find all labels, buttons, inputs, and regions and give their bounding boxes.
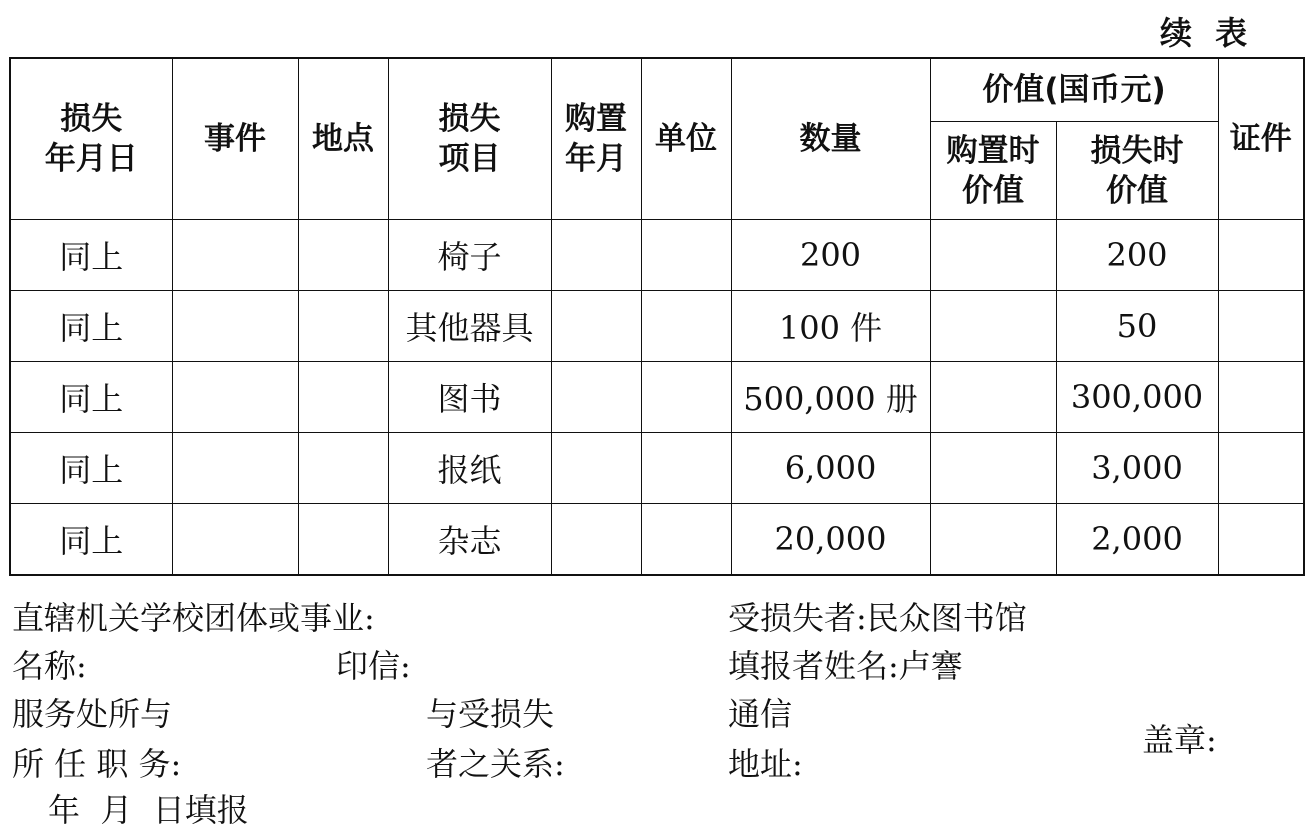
name-label: 名称: bbox=[12, 647, 87, 685]
header-place: 地点 bbox=[298, 58, 388, 220]
cell-purchase bbox=[551, 220, 641, 291]
cell-evidence bbox=[1218, 362, 1304, 433]
table-row bbox=[10, 433, 1304, 504]
header-unit: 单位 bbox=[641, 58, 731, 220]
header-loss-item: 损失 项目 bbox=[388, 58, 551, 220]
cell-place bbox=[298, 291, 388, 362]
cell-date: 同上 bbox=[10, 220, 172, 291]
cell-value-loss: 3,000 bbox=[1056, 433, 1218, 504]
cell-item: 报纸 bbox=[388, 433, 551, 504]
header-value-group: 价值(国币元) bbox=[930, 58, 1218, 122]
table-row bbox=[10, 291, 1304, 362]
header-evidence: 证件 bbox=[1218, 58, 1304, 220]
date-line: 年 月 日填报 bbox=[48, 791, 249, 829]
cell-purchase bbox=[551, 362, 641, 433]
cell-event bbox=[172, 433, 298, 504]
header-loss-date: 损失 年月日 bbox=[10, 58, 172, 220]
cell-unit bbox=[641, 504, 731, 576]
cell-purchase bbox=[551, 433, 641, 504]
cell-purchase bbox=[551, 504, 641, 576]
cell-quantity: 6,000 bbox=[731, 433, 930, 504]
cell-purchase bbox=[551, 291, 641, 362]
victim-line: 受损失者:民众图书馆 bbox=[728, 599, 1027, 637]
cell-date: 同上 bbox=[10, 504, 172, 576]
cell-event bbox=[172, 291, 298, 362]
cell-evidence bbox=[1218, 291, 1304, 362]
cell-evidence bbox=[1218, 504, 1304, 576]
header-value-at-loss: 损失时 价值 bbox=[1056, 122, 1218, 220]
cell-item: 其他器具 bbox=[388, 291, 551, 362]
cell-evidence bbox=[1218, 433, 1304, 504]
relation-line-1: 与受损失 bbox=[426, 695, 555, 733]
cell-evidence bbox=[1218, 220, 1304, 291]
header-value-at-purchase: 购置时 价值 bbox=[930, 122, 1056, 220]
cell-value-purchase bbox=[930, 362, 1056, 433]
cell-quantity: 200 bbox=[731, 220, 930, 291]
cell-quantity: 500,000 册 bbox=[731, 362, 930, 433]
stamp-label: 盖章: bbox=[1142, 721, 1217, 759]
cell-item: 杂志 bbox=[388, 504, 551, 576]
cell-value-loss: 2,000 bbox=[1056, 504, 1218, 576]
cell-unit bbox=[641, 433, 731, 504]
address-line-1: 通信 bbox=[728, 695, 793, 733]
cell-quantity: 20,000 bbox=[731, 504, 930, 576]
header-quantity: 数量 bbox=[731, 58, 930, 220]
cell-item: 图书 bbox=[388, 362, 551, 433]
table-row bbox=[10, 220, 1304, 291]
reporter-line: 填报者姓名:卢謇 bbox=[728, 647, 963, 685]
cell-event bbox=[172, 220, 298, 291]
cell-value-purchase bbox=[930, 433, 1056, 504]
continuation-label: 续 表 bbox=[1160, 14, 1254, 52]
cell-place bbox=[298, 433, 388, 504]
cell-value-purchase bbox=[930, 220, 1056, 291]
relation-line-2: 者之关系: bbox=[426, 745, 565, 783]
cell-item: 椅子 bbox=[388, 220, 551, 291]
cell-value-purchase bbox=[930, 291, 1056, 362]
table-row bbox=[10, 504, 1304, 576]
cell-date: 同上 bbox=[10, 291, 172, 362]
cell-place bbox=[298, 504, 388, 576]
seal-label: 印信: bbox=[336, 647, 411, 685]
cell-value-loss: 50 bbox=[1056, 291, 1218, 362]
address-line-2: 地址: bbox=[728, 745, 803, 783]
cell-place bbox=[298, 362, 388, 433]
cell-unit bbox=[641, 291, 731, 362]
cell-value-loss: 200 bbox=[1056, 220, 1218, 291]
cell-quantity: 100 件 bbox=[731, 291, 930, 362]
service-line-1: 服务处所与 bbox=[12, 695, 173, 733]
table-row bbox=[10, 362, 1304, 433]
cell-event bbox=[172, 504, 298, 576]
cell-unit bbox=[641, 220, 731, 291]
cell-value-loss: 300,000 bbox=[1056, 362, 1218, 433]
org-line: 直辖机关学校团体或事业: bbox=[12, 599, 375, 637]
cell-date: 同上 bbox=[10, 362, 172, 433]
service-line-2: 所 任 职 务: bbox=[12, 745, 182, 783]
cell-value-purchase bbox=[930, 504, 1056, 576]
header-event: 事件 bbox=[172, 58, 298, 220]
cell-event bbox=[172, 362, 298, 433]
cell-date: 同上 bbox=[10, 433, 172, 504]
header-purchase-date: 购置 年月 bbox=[551, 58, 641, 220]
cell-place bbox=[298, 220, 388, 291]
cell-unit bbox=[641, 362, 731, 433]
loss-report-table bbox=[9, 57, 1305, 576]
